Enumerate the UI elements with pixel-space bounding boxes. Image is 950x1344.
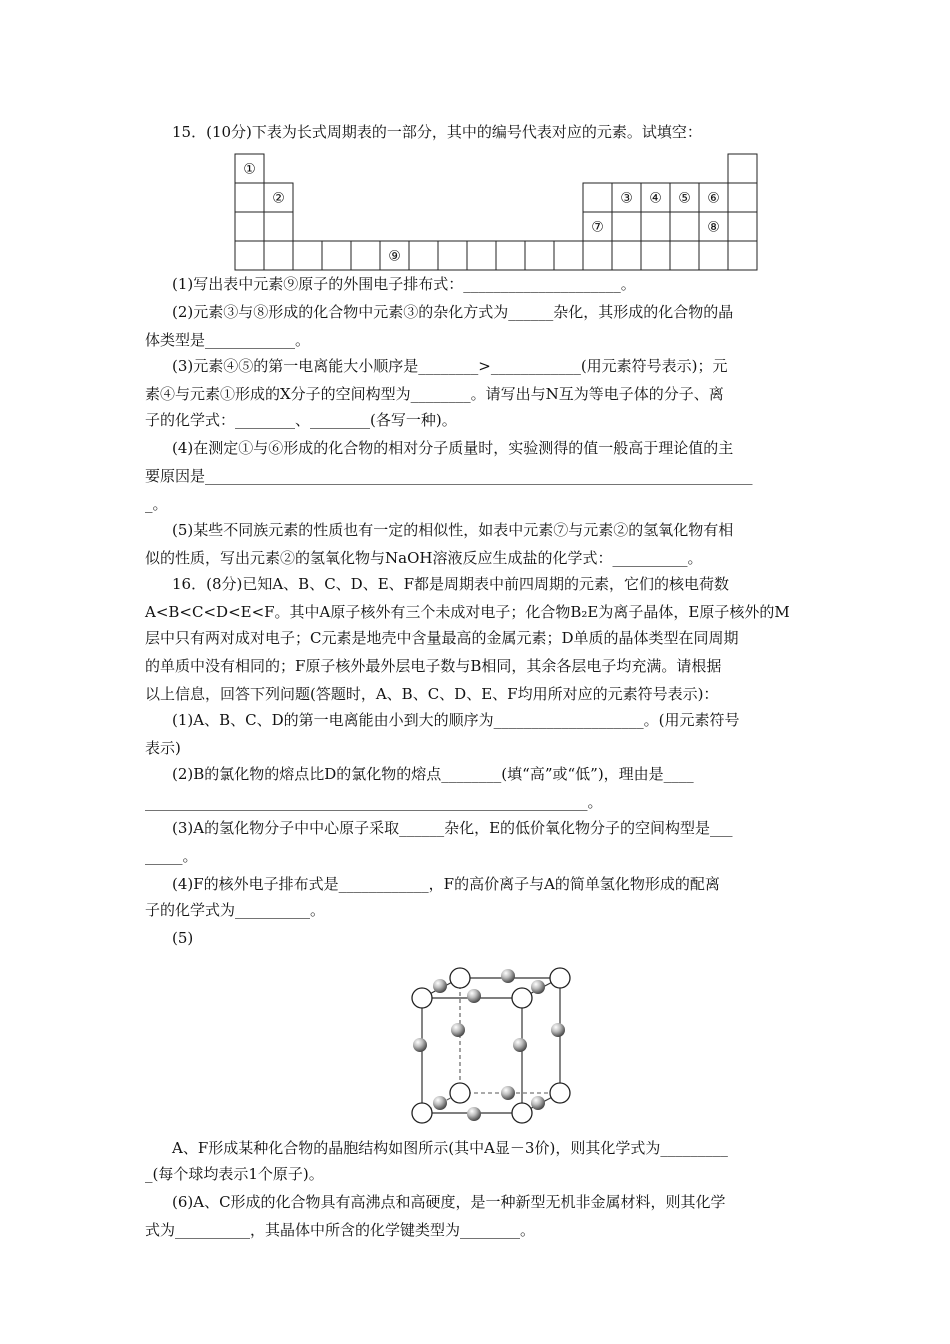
q15-part5-line2: 似的性质，写出元素②的氢氧化物与NaOH溶液反应生成盐的化学式：__________。 — [145, 549, 703, 567]
q15-intro: 15．(10分)下表为长式周期表的一部分，其中的编号代表对应的元素。试填空： — [172, 123, 702, 141]
table-cell — [438, 241, 467, 270]
q16-stem-line3: 层中只有两对成对电子；C元素是地壳中含量最高的金属元素；D单质的晶体类型在同周期 — [145, 629, 739, 647]
table-cell — [235, 241, 264, 270]
q16-part6-line2: 式为__________，其晶体中所含的化学键类型为________。 — [145, 1221, 536, 1239]
q16-part4-line1: (4)F的核外电子排布式是____________，F的高价离子与A的简单氢化物形成的配离 — [172, 875, 720, 893]
q16-stem-line2: A<B<C<D<E<F。其中A原子核外有三个未成对电子；化合物B₂E为离子晶体，E原子核外的M — [145, 603, 790, 621]
table-cell — [409, 241, 438, 270]
q15-part1: (1)写出表中元素⑨原子的外围电子排布式：_____________________。 — [172, 275, 636, 293]
a-atom — [412, 1103, 432, 1123]
table-cell — [264, 241, 293, 270]
q15-part2-line1: (2)元素③与⑧形成的化合物中元素③的杂化方式为______杂化，其形成的化合物的晶 — [172, 303, 734, 321]
table-cell — [641, 212, 670, 241]
f-atom — [467, 989, 481, 1003]
table-cell — [670, 212, 699, 241]
element-label: ⑨ — [388, 248, 401, 265]
element-label: ④ — [649, 190, 662, 207]
q15-part3-line1: (3)元素④⑤的第一电离能大小顺序是________>____________(用元素符号表示)；元 — [172, 357, 728, 375]
q16-stem-line5: 以上信息，回答下列问题(答题时，A、B、C、D、E、F均用所对应的元素符号表示)： — [145, 685, 719, 703]
table-cell — [525, 241, 554, 270]
cell-edges — [422, 978, 560, 1113]
q16-part1-line2: 表示) — [145, 739, 181, 757]
table-cell — [641, 241, 670, 270]
element-label: ⑥ — [707, 190, 720, 207]
table-cell — [728, 212, 757, 241]
f-atom — [433, 979, 447, 993]
element-label: ⑤ — [678, 190, 691, 207]
f-atom — [501, 969, 515, 983]
q16-part4-line2: 子的化学式为__________。 — [145, 901, 326, 919]
a-atom — [412, 988, 432, 1008]
element-label: ③ — [620, 190, 633, 207]
table-cell — [583, 241, 612, 270]
q16-part2-line1: (2)B的氯化物的熔点比D的氯化物的熔点________(填“高”或“低”)，理由是____ — [172, 765, 694, 783]
q15-part3-line3: 子的化学式：________、________(各写一种)。 — [145, 411, 457, 429]
f-atom — [467, 1107, 481, 1121]
cell-hidden-edges — [422, 978, 560, 1113]
table-cell — [264, 212, 293, 241]
periodic-table — [0, 0, 950, 280]
f-atom — [513, 1038, 527, 1052]
q16-part1-line1: (1)A、B、C、D的第一电离能由小到大的顺序为____________________。(用元素符号 — [172, 711, 740, 729]
table-cell — [235, 183, 264, 212]
a-atom — [512, 988, 532, 1008]
table-cell — [728, 154, 757, 183]
table-cell — [670, 241, 699, 270]
table-cell — [554, 241, 583, 270]
q16-part5-label: (5) — [172, 929, 194, 947]
f-atom — [413, 1038, 427, 1052]
element-label: ② — [272, 190, 285, 207]
f-atom — [551, 1023, 565, 1037]
a-atom — [550, 968, 570, 988]
element-label: ① — [243, 161, 256, 178]
element-label: ⑦ — [591, 219, 604, 236]
q16-part5-line1: A、F形成某种化合物的晶胞结构如图所示(其中A显－3价)，则其化学式为_________ — [172, 1139, 728, 1157]
table-cell — [612, 212, 641, 241]
table-cell — [583, 183, 612, 212]
f-atom — [531, 1096, 545, 1110]
q15-part5-line1: (5)某些不同族元素的性质也有一定的相似性，如表中元素⑦与元素②的氢氧化物有相 — [172, 521, 734, 539]
element-label: ⑧ — [707, 219, 720, 236]
f-atom — [433, 1096, 447, 1110]
q15-part3-line2: 素④与元素①形成的X分子的空间构型为________。请写出与N互为等电子体的分子、离 — [145, 385, 724, 403]
q15-part2-line2: 体类型是____________。 — [145, 331, 311, 349]
q16-stem-line1: 16．(8分)已知A、B、C、D、E、F都是周期表中前四周期的元素，它们的核电荷数 — [172, 575, 730, 593]
table-cell — [467, 241, 496, 270]
q16-part5-line2: _(每个球均表示1个原子)。 — [145, 1165, 324, 1183]
q16-part3-line2: _____。 — [145, 847, 198, 865]
table-cell — [322, 241, 351, 270]
a-atoms — [412, 968, 570, 1123]
table-cell — [235, 212, 264, 241]
a-atom — [512, 1103, 532, 1123]
q16-stem-line4: 的单质中没有相同的；F原子核外最外层电子数与B相同，其余各层电子均充满。请根据 — [145, 657, 722, 675]
table-cell — [351, 241, 380, 270]
table-cell — [612, 241, 641, 270]
a-atom — [450, 968, 470, 988]
f-atom — [501, 1086, 515, 1100]
q16-part2-line2: ___________________________________________________________。 — [145, 793, 603, 811]
table-cell — [728, 183, 757, 212]
q15-part4-line1: (4)在测定①与⑥形成的化合物的相对分子质量时，实验测得的值一般高于理论值的主 — [172, 439, 734, 457]
periodic-table-grid — [235, 154, 757, 270]
table-cell — [728, 241, 757, 270]
a-atom — [550, 1083, 570, 1103]
q16-part6-line1: (6)A、C形成的化合物具有高沸点和高硬度，是一种新型无机非金属材料，则其化学 — [172, 1193, 726, 1211]
a-atom — [450, 1083, 470, 1103]
table-cell — [293, 241, 322, 270]
f-atom — [531, 980, 545, 994]
f-atom — [451, 1023, 465, 1037]
table-cell — [699, 241, 728, 270]
q15-part4-line2: 要原因是_________________________________________________________________________ — [145, 467, 753, 485]
table-cell — [496, 241, 525, 270]
q16-part3-line1: (3)A的氢化物分子中中心原子采取______杂化，E的低价氧化物分子的空间构型是___ — [172, 819, 733, 837]
f-atoms — [413, 969, 565, 1121]
q15-part4-line3: _。 — [145, 495, 168, 513]
